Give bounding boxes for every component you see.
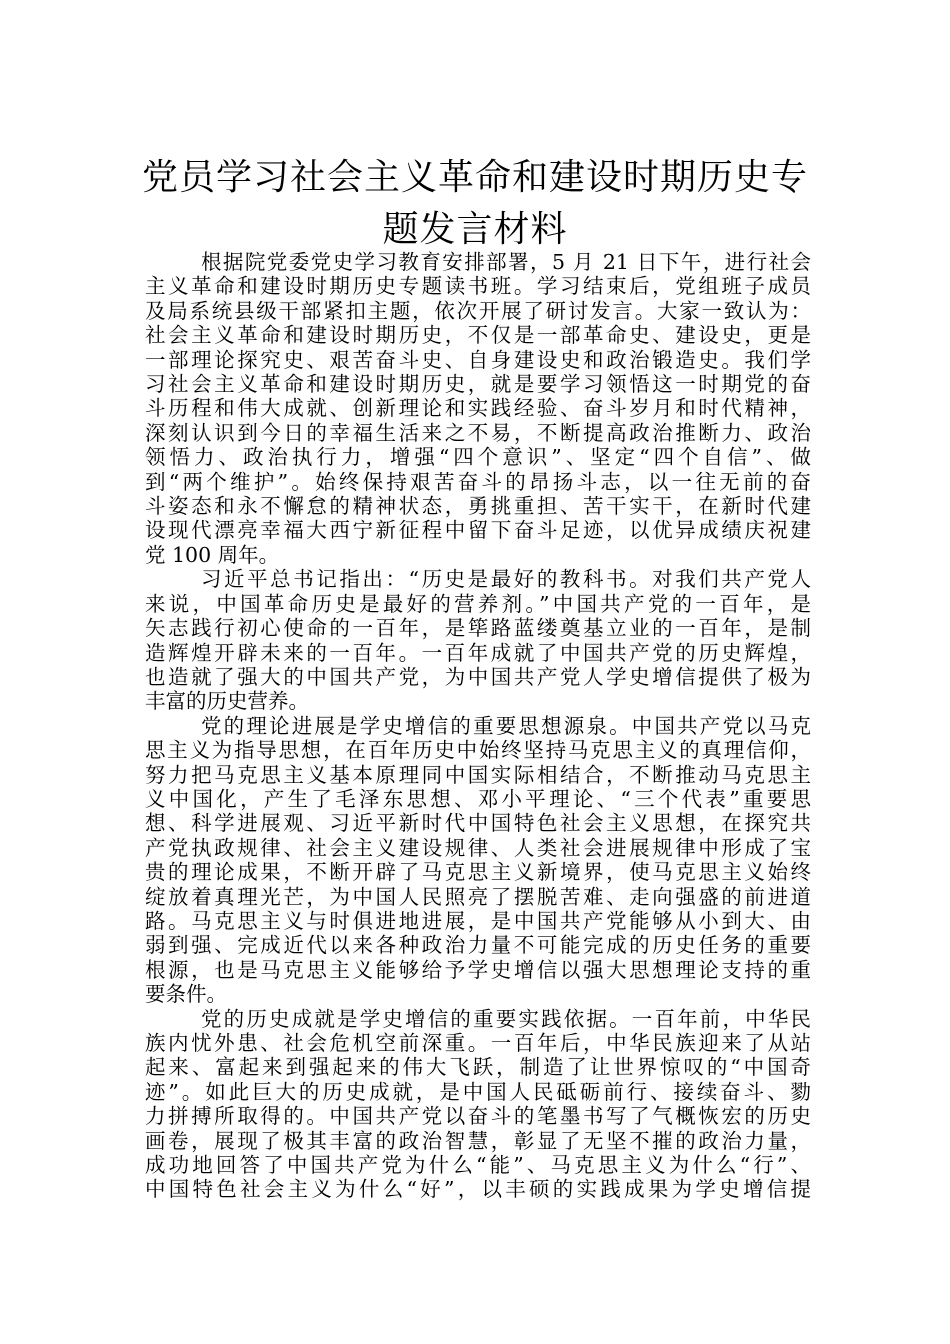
paragraph-line: 党的历史成就是学史增信的重要实践依据。一百年前，中华民 xyxy=(201,1006,811,1031)
paragraph-line: 想、科学进展观、习近平新时代中国特色社会主义思想，在探究共 xyxy=(145,811,811,836)
paragraph-line: 中国特色社会主义为什么“好”，以丰硕的实践成果为学史增信提 xyxy=(145,1177,811,1202)
paragraph-line: 造辉煌开辟未来的一百年。一百年成就了中国共产党的历史辉煌， xyxy=(145,640,811,665)
paragraph-line: 来说，中国革命历史是最好的营养剂。”中国共产党的一百年，是 xyxy=(145,591,811,616)
paragraph-line: 设现代漂亮幸福大西宁新征程中留下奋斗足迹，以优异成绩庆祝建 xyxy=(145,518,811,543)
paragraph xyxy=(145,567,811,713)
paragraph-line: 根据院党委党史学习教育安排部署，5 月 21 日下午，进行社会 xyxy=(201,250,811,274)
paragraph-line: 根源，也是马克思主义能够给予学史增信以强大思想理论支持的重 xyxy=(145,957,811,982)
paragraph-line: 主义革命和建设时期历史专题读书班。学习结束后，党组班子成员 xyxy=(145,274,811,299)
paragraph xyxy=(145,1007,811,1202)
paragraph-line: 产党执政规律、社会主义建设规律、人类社会进展规律中形成了宝 xyxy=(145,835,811,860)
paragraph-line: 起来、富起来到强起来的伟大飞跃，制造了让世界惊叹的“中国奇 xyxy=(145,1055,811,1080)
paragraph-line: 深刻认识到今日的幸福生活来之不易，不断提高政治推断力、政治 xyxy=(145,420,811,445)
paragraph-line: 要条件。 xyxy=(145,982,227,1007)
paragraph-line: 弱到强、完成近代以来各种政治力量不可能完成的历史任务的重要 xyxy=(145,933,811,958)
paragraph-line: 义中国化，产生了毛泽东思想、邓小平理论、“三个代表”重要思 xyxy=(145,786,811,811)
title-line: 题发言材料 xyxy=(382,209,568,251)
paragraph-line: 路。马克思主义与时俱进地进展，是中国共产党能够从小到大、由 xyxy=(145,908,811,933)
paragraph-line: 成功地回答了中国共产党为什么“能”、马克思主义为什么“行”、 xyxy=(145,1153,811,1178)
paragraph xyxy=(145,250,811,567)
paragraph xyxy=(145,714,811,1007)
document-title xyxy=(120,152,830,256)
paragraph-line: 社会主义革命和建设时期历史，不仅是一部革命史、建设史，更是 xyxy=(145,323,811,348)
paragraph-line: 也造就了强大的中国共产党，为中国共产党人学史增信提供了极为 xyxy=(145,664,811,689)
paragraph-line: 习近平总书记指出：“历史是最好的教科书。对我们共产党人 xyxy=(201,567,811,592)
paragraph-line: 党的理论进展是学史增信的重要思想源泉。中国共产党以马克 xyxy=(201,713,811,738)
title-line: 党员学习社会主义革命和建设时期历史专 xyxy=(141,157,808,199)
paragraph-line: 领悟力、政治执行力，增强“四个意识”、坚定“四个自信”、做 xyxy=(145,445,811,470)
paragraph-line: 及局系统县级干部紧扣主题，依次开展了研讨发言。大家一致认为： xyxy=(145,298,811,323)
paragraph-line: 矢志践行初心使命的一百年，是筚路蓝缕奠基立业的一百年，是制 xyxy=(145,616,811,641)
paragraph-line: 绽放着真理光芒，为中国人民照亮了摆脱苦难、走向强盛的前进道 xyxy=(145,884,811,909)
paragraph-line: 画卷，展现了极其丰富的政治智慧，彰显了无坚不摧的政治力量， xyxy=(145,1128,811,1153)
paragraph-line: 迹”。如此巨大的历史成就，是中国人民砥砺前行、接续奋斗、勠 xyxy=(145,1079,811,1104)
paragraph-line: 党 100 周年。 xyxy=(145,542,280,567)
paragraph-line: 思主义为指导思想，在百年历史中始终坚持马克思主义的真理信仰， xyxy=(145,738,811,763)
paragraph-line: 努力把马克思主义基本原理同中国实际相结合，不断推动马克思主 xyxy=(145,762,811,787)
paragraph-line: 族内忧外患、社会危机空前深重。一百年后，中华民族迎来了从站 xyxy=(145,1031,811,1055)
paragraph-line: 一部理论探究史、艰苦奋斗史、自身建设史和政治锻造史。我们学 xyxy=(145,347,811,372)
paragraph-line: 贵的理论成果，不断开辟了马克思主义新境界，使马克思主义始终 xyxy=(145,860,811,885)
document-body xyxy=(145,250,811,1202)
paragraph-line: 丰富的历史营养。 xyxy=(145,689,309,714)
paragraph-line: 力拼搏所取得的。中国共产党以奋斗的笔墨书写了气概恢宏的历史 xyxy=(145,1104,811,1129)
paragraph-line: 斗姿态和永不懈怠的精神状态，勇挑重担、苦干实干，在新时代建 xyxy=(145,494,811,519)
paragraph-line: 习社会主义革命和建设时期历史，就是要学习领悟这一时期党的奋 xyxy=(145,372,811,397)
paragraph-line: 斗历程和伟大成就、创新理论和实践经验、奋斗岁月和时代精神， xyxy=(145,396,811,421)
paragraph-line: 到“两个维护”。始终保持艰苦奋斗的昂扬斗志，以一往无前的奋 xyxy=(145,469,811,494)
